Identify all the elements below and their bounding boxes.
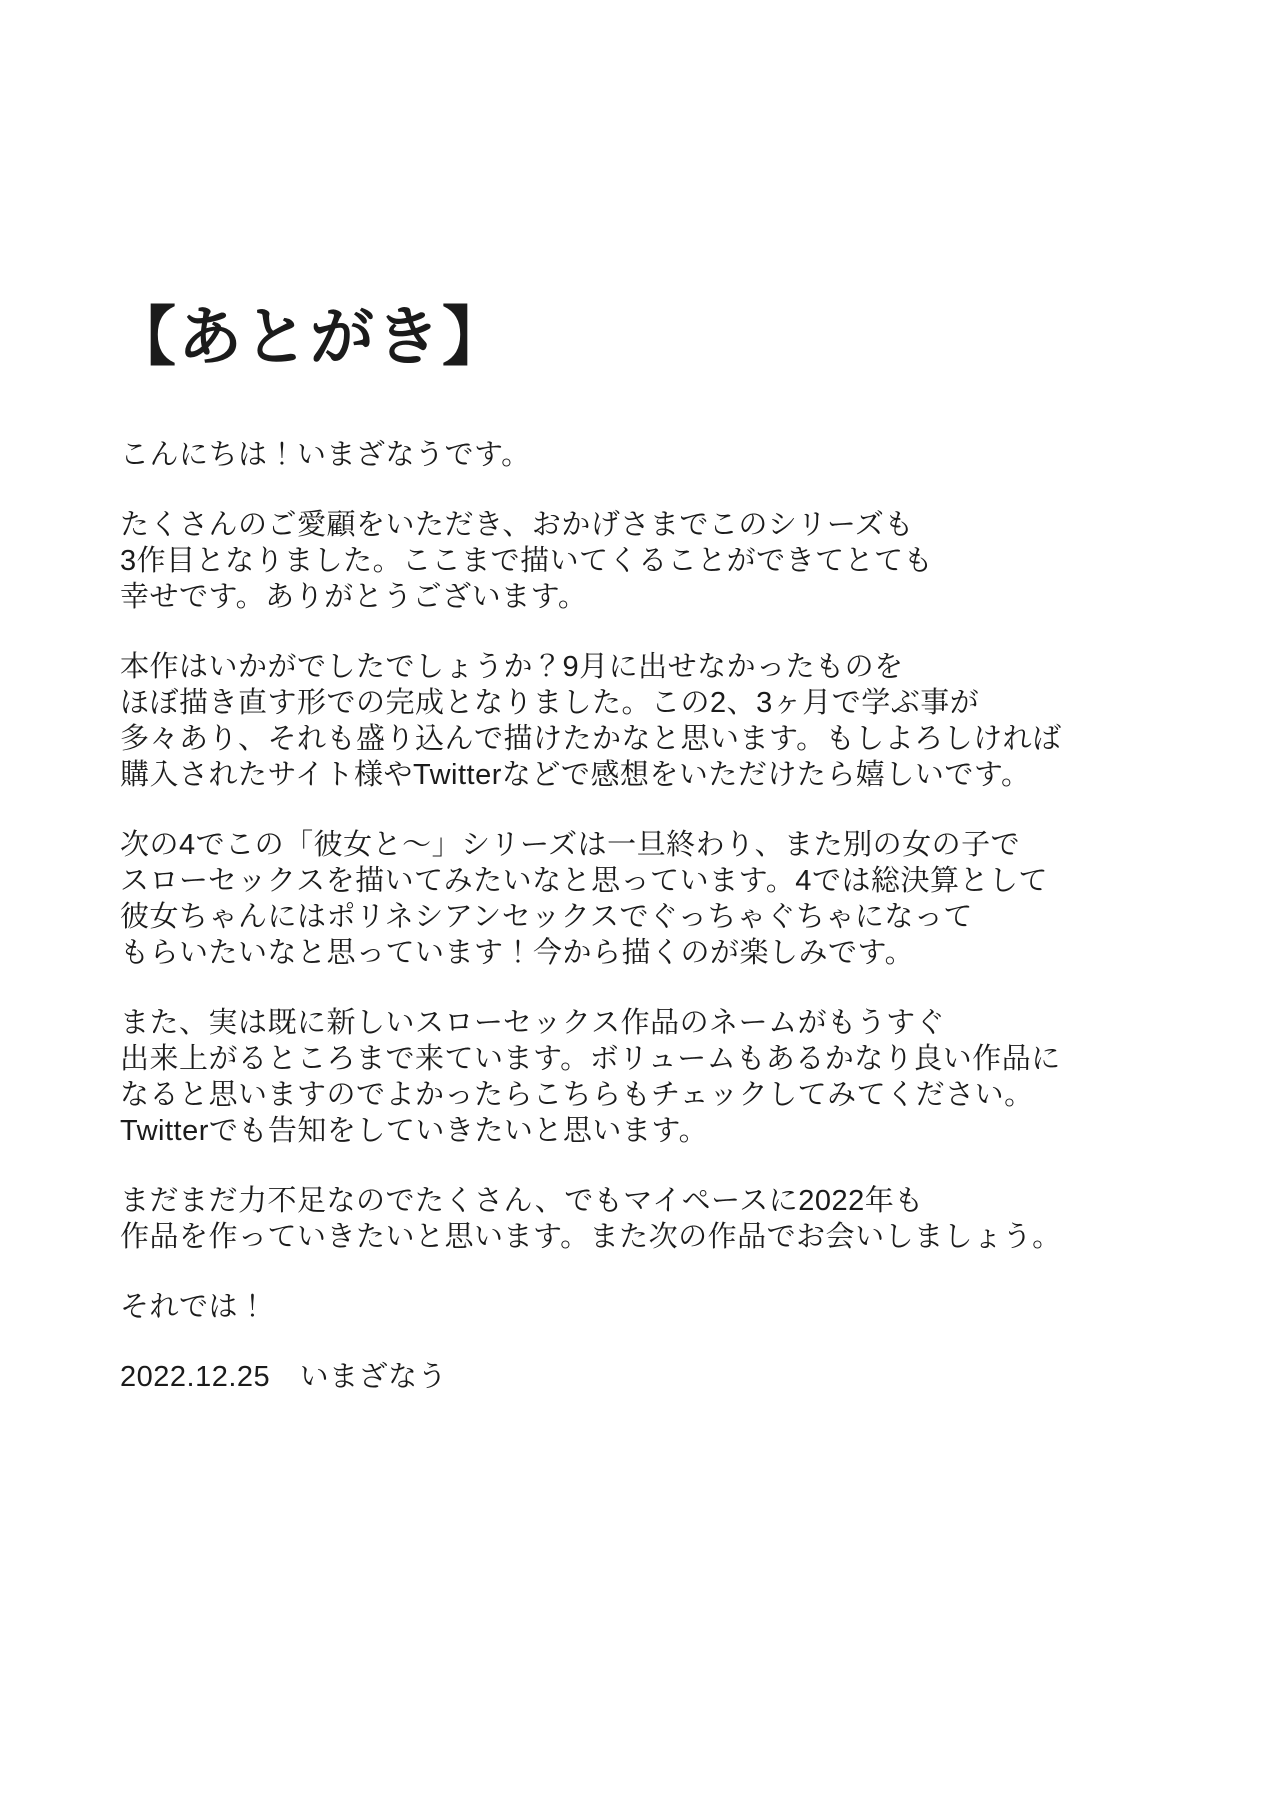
work-reflection-paragraph (120, 649, 1190, 793)
afterword-body (120, 437, 1190, 1395)
greeting-paragraph (120, 437, 1190, 473)
text-line: たくさんのご愛顧をいただき、おかげさまでこのシリーズも (120, 509, 914, 542)
text-line: 購入されたサイト様やTwitterなどで感想をいただけたら嬉しいです。 (120, 759, 1031, 792)
text-line: ほぼ描き直す形での完成となりました。この2、3ヶ月で学ぶ事が (120, 687, 980, 720)
text-line: まだまだ力不足なのでたくさん、でもマイペースに2022年も (120, 1185, 924, 1218)
text-line: なると思いますのでよかったらこちらもチェックしてみてください。 (120, 1079, 1034, 1112)
new-project-paragraph (120, 1005, 1190, 1149)
text-line: また、実は既に新しいスローセックス作品のネームがもうすぐ (120, 1007, 946, 1040)
date-signature (120, 1359, 1190, 1395)
next-work-paragraph (120, 827, 1190, 971)
text-line: 多々あり、それも盛り込んで描けたかなと思います。もしよろしければ (120, 723, 1062, 756)
text-line: 3作目となりました。ここまで描いてくることができてとても (120, 545, 934, 578)
text-line: こんにちは！いまざなうです。 (120, 439, 531, 472)
text-line: 2022.12.25 いまざなう (120, 1361, 448, 1394)
text-line: 幸せです。ありがとうございます。 (120, 581, 588, 614)
thanks-paragraph (120, 507, 1190, 615)
text-line: 本作はいかがでしたでしょうか？9月に出せなかったものを (120, 651, 904, 684)
text-line: 作品を作っていきたいと思います。また次の作品でお会いしましょう。 (120, 1221, 1062, 1254)
text-line: 出来上がるところまで来ています。ボリュームもあるかなり良い作品に (120, 1043, 1061, 1076)
text-line: それでは！ (120, 1291, 268, 1324)
text-line: もらいたいなと思っています！今から描くのが楽しみです。 (120, 937, 915, 970)
closing-line (120, 1289, 1190, 1325)
text-line: 次の4でこの「彼女と〜」シリーズは一旦終わり、また別の女の子で (120, 829, 1021, 862)
outlook-paragraph (120, 1183, 1190, 1255)
text-line: Twitterでも告知をしていきたいと思います。 (120, 1115, 709, 1148)
text-line: スローセックスを描いてみたいなと思っています。4では総決算として (120, 865, 1048, 898)
page-title: 【あとがき】 (112, 301, 508, 373)
text-line: 彼女ちゃんにはポリネシアンセックスでぐっちゃぐちゃになって (120, 901, 973, 934)
